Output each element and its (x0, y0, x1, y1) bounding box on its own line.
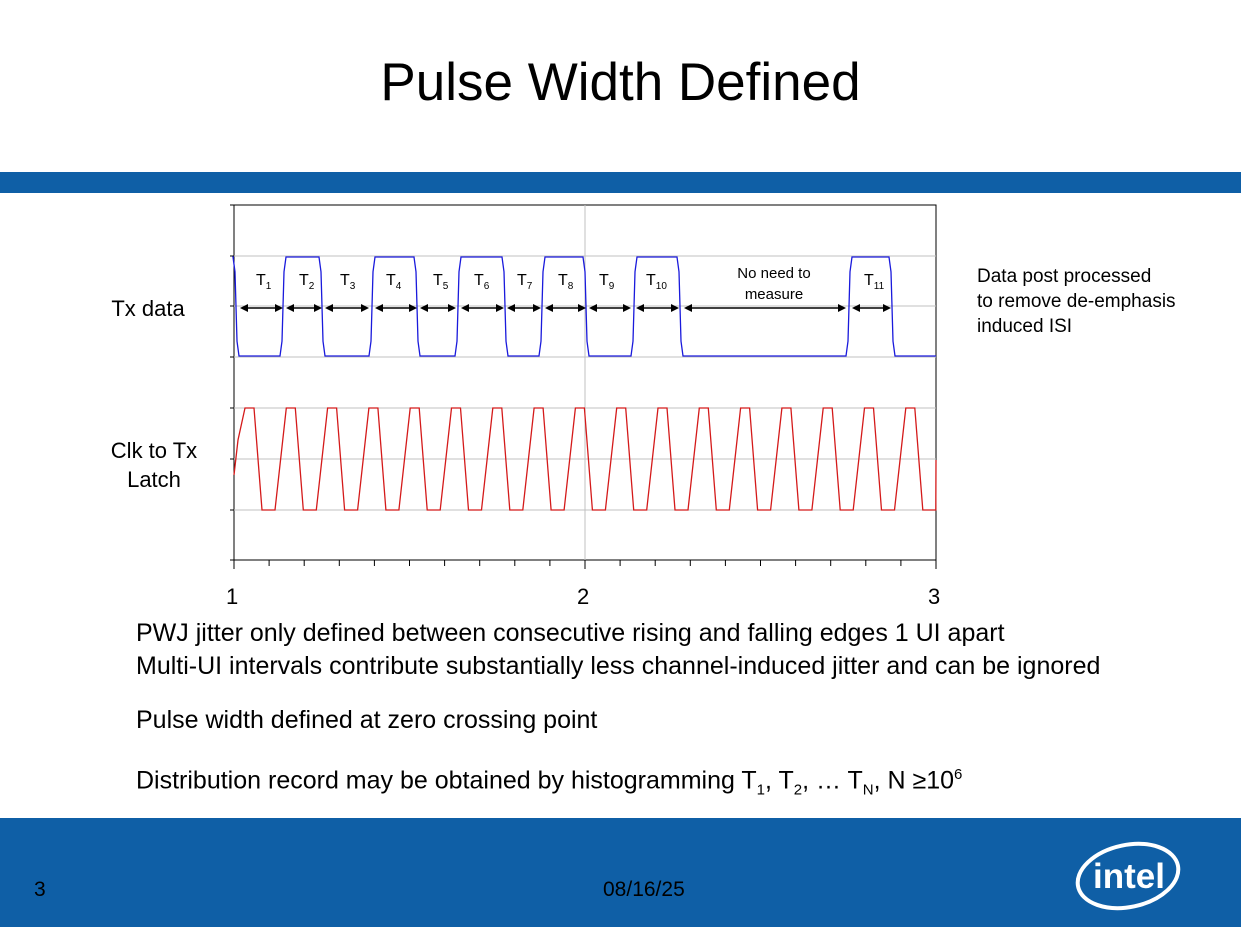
interval-arrowhead (375, 304, 383, 312)
interval-arrowhead (623, 304, 631, 312)
tx-data-label: Tx data (111, 296, 185, 321)
interval-label-t8: $T_8$ (558, 272, 574, 292)
interval-arrows (240, 304, 891, 312)
no-need-label-line2: measure (744, 286, 804, 303)
side-note-line2: to remove de-emphasis (977, 291, 1176, 312)
bullet-1: PWJ jitter only defined between consecutive rising and falling edges 1 UI apart (136, 619, 1005, 647)
bullet-2: Multi-UI intervals contribute substantially less channel-induced jitter and can be ignored (136, 652, 1101, 680)
clk-label (98, 436, 210, 494)
interval-label-t4: $T_4$ (386, 272, 402, 292)
interval-arrowhead (507, 304, 515, 312)
bullet-3: Pulse width defined at zero crossing point (136, 706, 598, 734)
interval-arrowhead (636, 304, 644, 312)
svg-text:intel: intel (1093, 857, 1165, 896)
bullet-list (136, 617, 1100, 806)
interval-label-t1: $T_1$ (256, 272, 272, 292)
interval-arrowhead (533, 304, 541, 312)
interval-arrowhead (409, 304, 417, 312)
interval-arrowhead (361, 304, 369, 312)
bullet-4: Distribution record may be obtained by histogramming $T_1$, $T_2$, … $T_N$, $N \ge 10^6$ (136, 766, 963, 799)
interval-arrowhead (852, 304, 860, 312)
interval-arrowhead (684, 304, 692, 312)
intel-logo (1074, 838, 1186, 916)
interval-arrowhead (589, 304, 597, 312)
interval-label-t11: $T_{11}$ (864, 272, 885, 292)
axis-tick-label-2: 2 (577, 584, 590, 609)
interval-arrowhead (275, 304, 283, 312)
interval-arrowhead (838, 304, 846, 312)
interval-arrowhead (448, 304, 456, 312)
interval-arrowhead (286, 304, 294, 312)
slide-number: 3 (34, 878, 46, 901)
interval-label-t3: $T_3$ (340, 272, 356, 292)
interval-label-t2: $T_2$ (299, 272, 315, 292)
side-note (977, 264, 1176, 339)
interval-label-t5: $T_5$ (433, 272, 449, 292)
side-note-line3: induced ISI (977, 316, 1073, 337)
interval-arrowhead (671, 304, 679, 312)
interval-label-t7: $T_7$ (517, 272, 533, 292)
interval-arrowhead (240, 304, 248, 312)
interval-label-t6: $T_6$ (474, 272, 490, 292)
clk-label-line1: Clk to Tx (110, 438, 198, 463)
interval-arrowhead (325, 304, 333, 312)
slide-title: Pulse Width Defined (380, 53, 861, 112)
interval-arrowhead (314, 304, 322, 312)
interval-arrowhead (496, 304, 504, 312)
axis-tick-label-1: 1 (226, 584, 239, 609)
no-need-label-line1: No need to (737, 265, 811, 282)
interval-label-t10: $T_{10}$ (646, 272, 667, 292)
chart-grid (234, 205, 936, 560)
footer-band (0, 818, 1241, 927)
interval-label-t9: $T_9$ (599, 272, 615, 292)
clk-label-line2: Latch (127, 467, 181, 492)
interval-arrowhead (545, 304, 553, 312)
interval-arrowhead (420, 304, 428, 312)
interval-arrowhead (461, 304, 469, 312)
side-note-line1: Data post processed (977, 266, 1152, 287)
interval-arrowhead (883, 304, 891, 312)
axis-tick-label-3: 3 (928, 584, 941, 609)
footer-date: 08/16/25 (603, 878, 685, 901)
